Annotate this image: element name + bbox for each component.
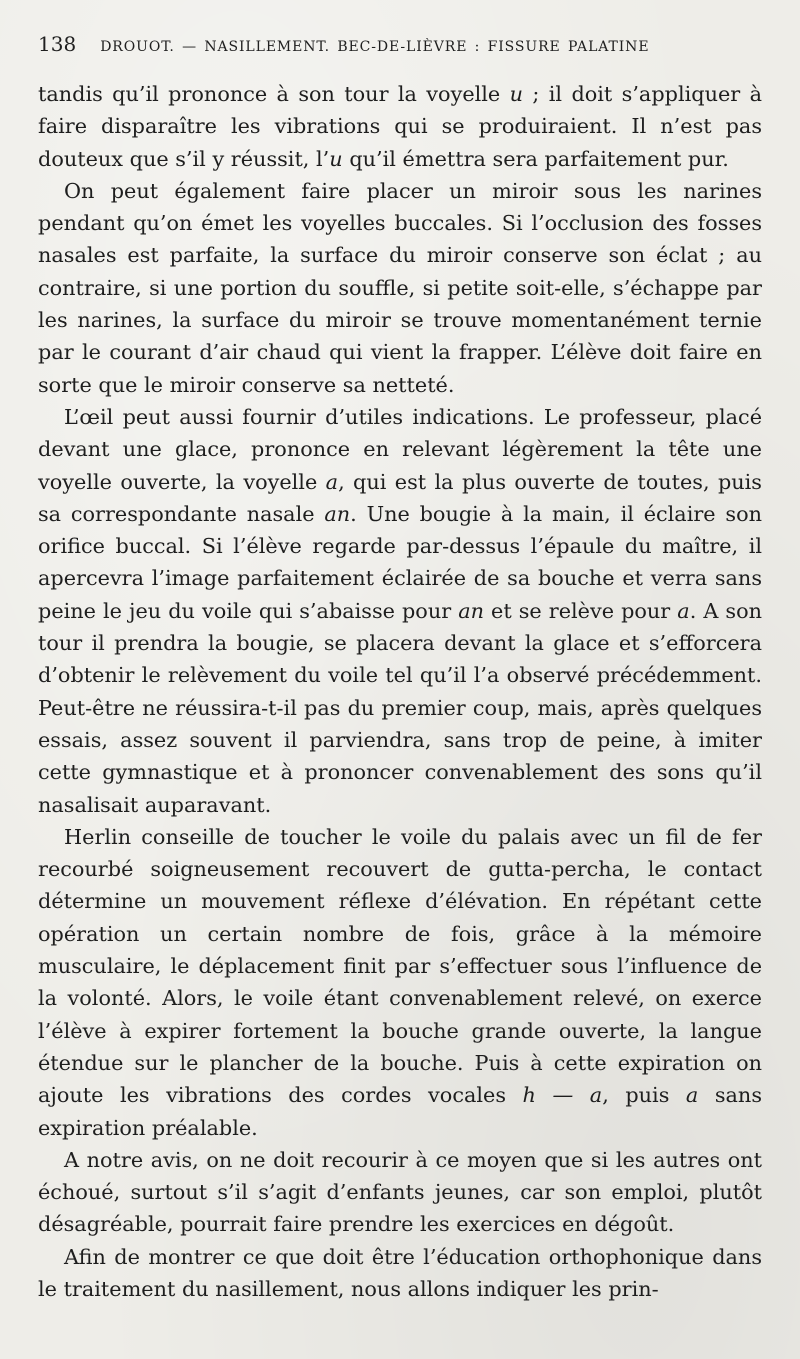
text-run: . A son tour il prendra la bougie, se placera devant la glace et s’efforcera d’obtenir le relèvement du voile tel qu’il l’a observé précédemment. Peut-être ne réussira-t-il pas du premier coup, mais, après quelques essais, assez souvent il parviendra, sans trop de peine, à imiter cette gymnastique et à prononcer convenablement des sons qu’il nasalisait auparavant. (38, 598, 762, 817)
page-header (38, 32, 762, 62)
paragraph-5: A notre avis, on ne doit recourir à ce moyen que si les autres ont échoué, surtout s’il s’agit d’enfants jeunes, car son emploi, plutôt désagréable, pourrait faire prendre les exercices en dégoût. (38, 1147, 762, 1237)
italic-run: an (458, 598, 485, 623)
italic-run: u (509, 82, 524, 106)
paragraph-6: Afin de montrer ce que doit être l’éducation orthophonique dans le traitement du nasillement, nous allons indiquer les prin- (38, 1244, 762, 1301)
paragraph-4 (38, 821, 762, 1144)
text-run: L’œil peut aussi fournir d’utiles indications. Le professeur, placé devant une glace, prononce en relevant légèrement la tête une voyelle ouverte, la voyelle (38, 404, 762, 494)
text-run: , qui est la plus ouverte de toutes, puis sa correspondante nasale (38, 469, 762, 526)
body-text (38, 78, 762, 1305)
text-run: Herlin conseille de toucher le voile du palais avec un fil de fer recourbé soigneusement recouvert de gutta-percha, le contact détermine un mouvement réflexe d’élévation. En répétant cette opération un certain nombre de fois, grâce à la mémoire musculaire, le déplacement finit par s’effectuer sous l’influence de la volonté. Alors, le voile étant convenablement relevé, on exerce l’élève à expirer fortement la bouche grande ouverte, la langue étendue sur le plancher de la bouche. Puis à cette expiration on ajoute les vibrations des cordes vocales (38, 824, 762, 1108)
italic-run: a (685, 1083, 699, 1108)
running-head: DROUOT. — NASILLEMENT. BEC-DE-LIÈVRE : FISSURE PALATINE (100, 39, 650, 55)
page-number: 138 (38, 32, 77, 56)
italic-run: a (677, 598, 690, 623)
paragraph-2: On peut également faire placer un miroir sous les narines pendant qu’on émet les voyelles buccales. Si l’occlusion des fosses nasales est parfaite, la surface du miroir conserve son éclat ; au contraire, si une portion du souffle, si petite soit-elle, s’échappe par les narines, la surface du miroir se trouve momentanément ternie par le courant d’air chaud qui vient la frapper. L’élève doit faire en sorte que le miroir conserve sa netteté. (38, 178, 762, 397)
text-run: ; il doit s’appliquer à faire disparaître les vibrations qui se produiraient. Il n’est pas douteux que s’il y réussit, l’ (38, 82, 762, 171)
paragraph-3 (38, 401, 762, 821)
text-run: , puis (602, 1083, 686, 1108)
italic-run: u (329, 146, 343, 171)
text-run: et se relève pour (484, 598, 678, 623)
italic-run: h — a (522, 1083, 603, 1108)
italic-run: a (325, 469, 339, 494)
text-run: . Une bougie à la main, il éclaire son orifice buccal. Si l’élève regarde par-dessus l’épaule du maître, il apercevra l’image parfaitement éclairée de sa bouche et verra sans peine le jeu du voile qui s’abaisse pour (38, 501, 762, 623)
text-run: sans expiration préalable. (38, 1083, 762, 1140)
text-run: qu’il émettra sera parfaitement pur. (342, 146, 729, 171)
italic-run: an (324, 501, 351, 526)
paragraph-1 (38, 78, 762, 175)
text-run: tandis qu’il prononce à son tour la voyelle (38, 82, 510, 106)
